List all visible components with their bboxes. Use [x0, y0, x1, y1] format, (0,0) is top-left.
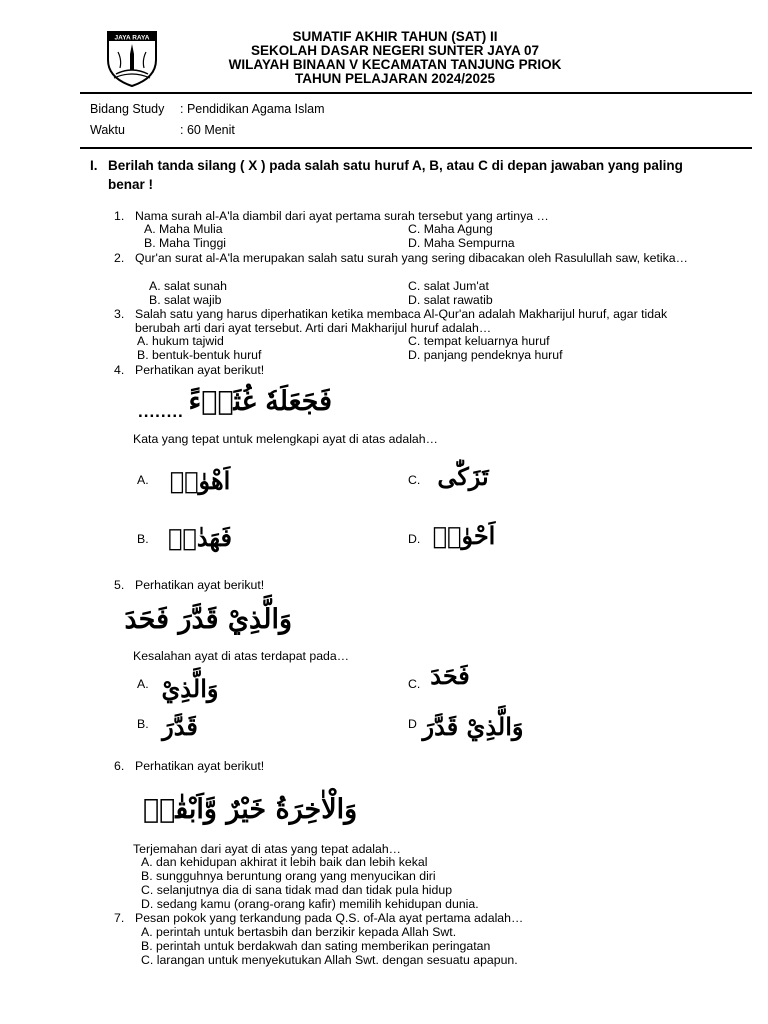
time-label: Waktu	[90, 123, 125, 137]
q5-prompt: Kesalahan ayat di atas terdapat pada…	[133, 649, 350, 663]
q3-option-c[interactable]: C. tempat keluarnya huruf	[408, 334, 550, 348]
question-number: 1.	[114, 209, 125, 223]
question-number: 4.	[114, 363, 125, 377]
q4-option-b-arabic[interactable]: فَهَدٰىۗ	[168, 523, 232, 552]
q5-option-b-label[interactable]: B.	[137, 717, 149, 731]
subject-value: : Pendidikan Agama Islam	[180, 102, 325, 116]
q5-option-c-label[interactable]: C.	[408, 677, 421, 691]
question-4	[114, 364, 704, 378]
question-5	[114, 579, 704, 593]
question-number: 7.	[114, 911, 125, 925]
question-text: Nama surah al-A'la diambil dari ayat pertama surah tersebut yang artinya …	[135, 209, 549, 223]
q2-option-a[interactable]: A. salat sunah	[149, 279, 227, 293]
question-text: Salah satu yang harus diperhatikan ketika membaca Al-Qur'an adalah Makharijul huruf, agar tidak berubah arti dari ayat tersebut. Arti dari Makharijul huruf adalah…	[135, 307, 668, 335]
question-text: Pesan pokok yang terkandung pada Q.S. of-Ala ayat pertama adalah…	[135, 911, 524, 925]
logo-text: JAYA RAYA	[114, 34, 150, 42]
q5-option-d-label[interactable]: D	[408, 717, 417, 731]
q6-option-a[interactable]: A. dan kehidupan akhirat it lebih baik dan lebih kekal	[141, 855, 428, 869]
meta-divider	[80, 147, 752, 149]
q3-option-b[interactable]: B. bentuk-bentuk huruf	[137, 348, 262, 362]
q4-option-d-arabic[interactable]: اَحْوٰىۗ	[432, 521, 496, 550]
q1-option-c[interactable]: C. Maha Agung	[408, 222, 493, 236]
q4-verse: فَجَعَلَهٗ غُثَاۤءً	[188, 386, 332, 417]
question-text: Perhatikan ayat berikut!	[135, 363, 265, 377]
instruction	[90, 156, 690, 196]
q4-option-b-label[interactable]: B.	[137, 532, 149, 546]
q4-blank-dots: ........	[138, 402, 184, 421]
q3-option-a[interactable]: A. hukum tajwid	[137, 334, 224, 348]
q6-option-c[interactable]: C. selanjutnya dia di sana tidak mad dan tidak pula hidup	[141, 883, 453, 897]
header-title-line1: SUMATIF AKHIR TAHUN (SAT) II	[292, 29, 498, 44]
question-number: 5.	[114, 578, 125, 592]
q1-option-b[interactable]: B. Maha Tinggi	[144, 236, 227, 250]
subject-row	[90, 102, 325, 116]
instruction-number: I.	[90, 158, 98, 173]
q6-option-b[interactable]: B. sungguhnya beruntung orang yang menyucikan diri	[141, 869, 436, 883]
q7-option-b[interactable]: B. perintah untuk berdakwah dan sating memberikan peringatan	[141, 939, 491, 953]
q4-prompt: Kata yang tepat untuk melengkapi ayat di atas adalah…	[133, 432, 438, 446]
question-6	[114, 760, 704, 774]
q6-prompt: Terjemahan dari ayat di atas yang tepat adalah…	[133, 842, 401, 856]
q1-option-a[interactable]: A. Maha Mulia	[144, 222, 223, 236]
q4-option-a-arabic[interactable]: اَهْوٰىۗ	[169, 466, 231, 495]
header-year: TAHUN PELAJARAN 2024/2025	[294, 71, 496, 86]
time-value: : 60 Menit	[180, 123, 235, 137]
q4-option-a-label[interactable]: A.	[137, 473, 149, 487]
q6-verse: وَالْاٰخِرَةُ خَيْرٌ وَّاَبْقٰىۗ	[142, 794, 358, 825]
header-divider	[80, 92, 752, 94]
q4-option-d-label[interactable]: D.	[408, 532, 421, 546]
question-2	[114, 252, 704, 280]
question-text: Perhatikan ayat berikut!	[135, 759, 265, 773]
q5-option-a-label[interactable]: A.	[137, 677, 149, 691]
q5-option-a-arabic[interactable]: وَالَّذِيْ	[161, 674, 219, 703]
q2-option-b[interactable]: B. salat wajib	[149, 293, 222, 307]
instruction-text: Berilah tanda silang ( X ) pada salah satu huruf A, B, atau C di depan jawaban yang paling benar !	[108, 158, 683, 192]
question-number: 3.	[114, 307, 125, 321]
q5-verse: وَالَّذِيْ قَدَّرَ فَحَدَ	[124, 604, 292, 635]
q5-option-b-arabic[interactable]: قَدَّرَ	[162, 712, 198, 741]
question-3	[114, 308, 704, 336]
time-row	[90, 123, 235, 137]
school-logo	[106, 30, 158, 88]
question-7	[114, 912, 704, 926]
q2-option-c[interactable]: C. salat Jum'at	[408, 279, 489, 293]
q1-option-d[interactable]: D. Maha Sempurna	[408, 236, 515, 250]
question-number: 6.	[114, 759, 125, 773]
question-text: Perhatikan ayat berikut!	[135, 578, 265, 592]
q7-option-c[interactable]: C. larangan untuk menyekutukan Allah Swt. dengan sesuatu apapun.	[141, 953, 518, 967]
q5-option-c-arabic[interactable]: فَحَدَ	[430, 661, 470, 690]
q3-option-d[interactable]: D. panjang pendeknya huruf	[408, 348, 563, 362]
header-school-name: SEKOLAH DASAR NEGERI SUNTER JAYA 07	[250, 43, 540, 58]
question-text: Qur'an surat al-A'la merupakan salah satu surah yang sering dibacakan oleh Rasulullah saw, ketika…	[135, 251, 688, 265]
q6-option-d[interactable]: D. sedang kamu (orang-orang kafir) memilih kehidupan dunia.	[141, 897, 479, 911]
q2-option-d[interactable]: D. salat rawatib	[408, 293, 493, 307]
subject-label: Bidang Study	[90, 102, 165, 116]
question-number: 2.	[114, 251, 125, 265]
q4-option-c-arabic[interactable]: تَزَكّٰى	[437, 462, 489, 491]
q4-option-c-label[interactable]: C.	[408, 473, 421, 487]
q5-option-d-arabic[interactable]: وَالَّذِيْ قَدَّرَ	[422, 712, 524, 741]
q7-option-a[interactable]: A. perintah untuk bertasbih dan berzikir kepada Allah Swt.	[141, 925, 457, 939]
header-region: WILAYAH BINAAN V KECAMATAN TANJUNG PRIOK	[228, 57, 562, 72]
